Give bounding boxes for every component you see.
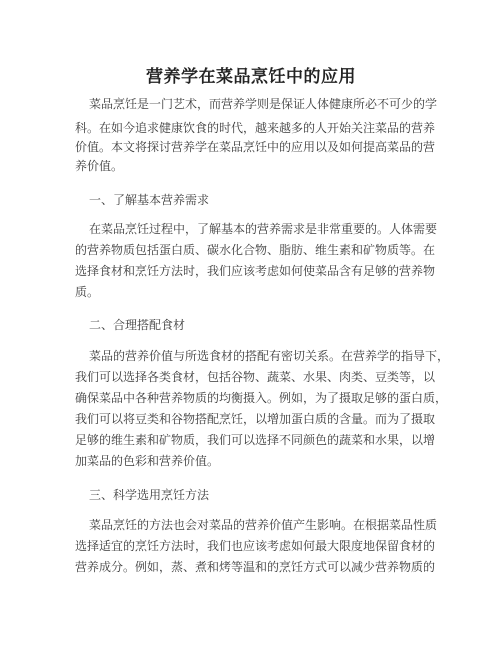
section-heading: 二、合理搭配食材 [89,318,186,332]
paragraph-line: 的营养物质包括蛋白质、碳水化合物、脂肪、维生素和矿物质等。在 [75,243,436,257]
section-heading: 三、科学选用烹饪方法 [89,488,210,502]
paragraph-line: 菜品烹饪是一门艺术，而营养学则是保证人体健康所必不可少的学 [89,97,438,111]
paragraph-line: 菜品烹饪的方法也会对菜品的营养价值产生影响。在根据菜品性质 [89,518,438,532]
paragraph-line: 我们可以选择各类食材，包括谷物、蔬菜、水果、肉类、豆类等，以 [75,370,436,384]
paragraph-line: 足够的维生素和矿物质，我们可以选择不同颜色的蔬菜和水果，以增 [75,433,436,447]
paragraph-line: 菜品的营养价值与所选食材的搭配有密切关系。在营养学的指导下， [89,349,450,363]
paragraph-line: 我们可以将豆类和谷物搭配烹饪，以增加蛋白质的含量。而为了摄取 [75,412,436,426]
paragraph-line: 价值。本文将探讨营养学在菜品烹饪中的应用以及如何提高菜品的营 [75,140,436,154]
paragraph-line: 质。 [75,285,100,299]
paragraph-line: 科。在如今追求健康饮食的时代，越来越多的人开始关注菜品的营养 [75,121,436,135]
section-heading: 一、了解基本营养需求 [89,193,210,207]
paragraph-line: 选择适宜的烹饪方法时，我们也应该考虑如何最大限度地保留食材的 [75,539,436,553]
document-title: 营养学在菜品烹饪中的应用 [146,67,356,87]
paragraph-line: 选择食材和烹饪方法时，我们应该考虑如何使菜品含有足够的营养物 [75,264,436,278]
paragraph-line: 营养成分。例如，蒸、煮和烤等温和的烹饪方式可以减少营养物质的 [75,560,436,574]
paragraph-line: 养价值。 [75,159,124,173]
paragraph-line: 在菜品烹饪过程中，了解基本的营养需求是非常重要的。人体需要 [89,222,438,236]
paragraph-line: 加菜品的色彩和营养价值。 [75,454,220,468]
paragraph-line: 确保菜品中各种营养物质的均衡摄入。例如，为了摄取足够的蛋白质， [75,391,448,405]
